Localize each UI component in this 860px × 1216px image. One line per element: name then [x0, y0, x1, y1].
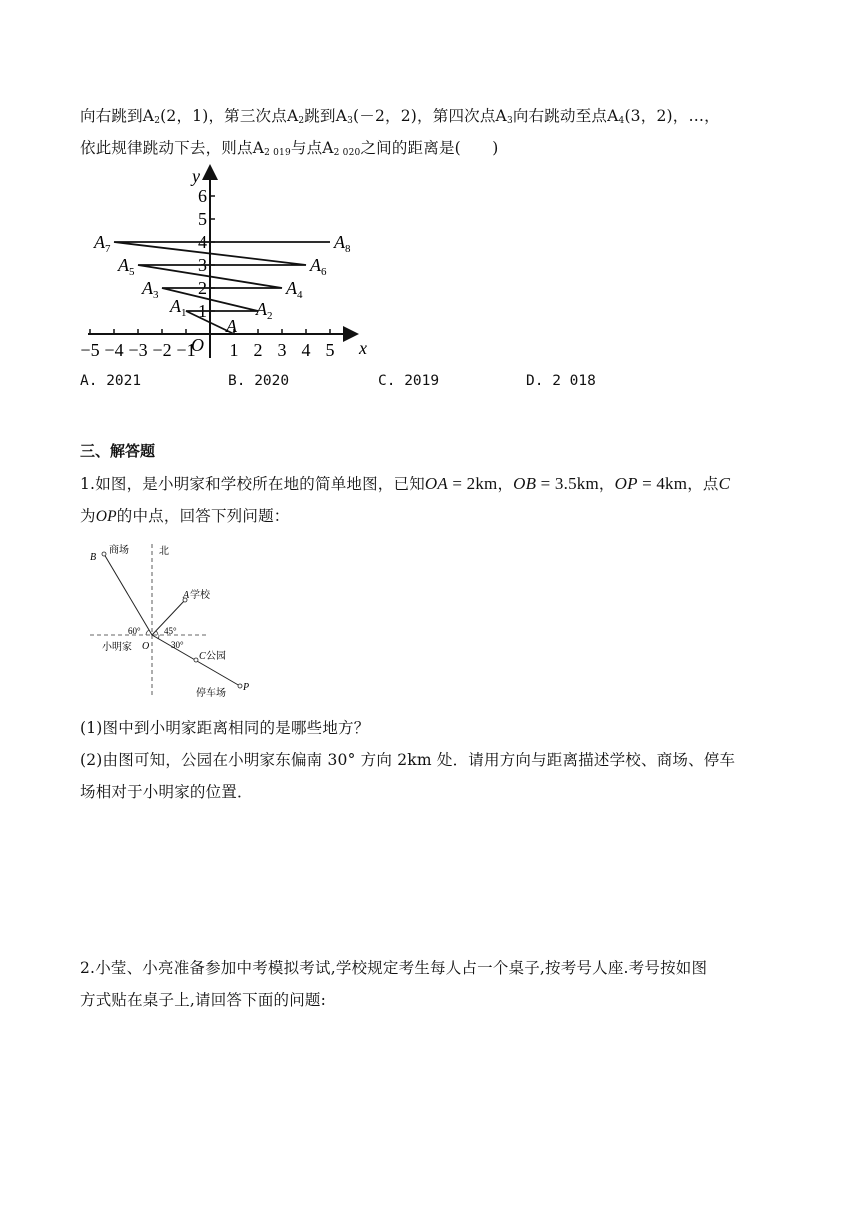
ray-ob	[104, 554, 152, 635]
x-tick-label: 4	[301, 340, 311, 360]
location-map	[84, 540, 264, 705]
point-label: $A_1$	[170, 296, 187, 319]
x-tick-label: −3	[128, 340, 148, 360]
label-parking: 停车场	[196, 688, 226, 699]
point-label: $A_3$	[142, 278, 159, 301]
label-home: 小明家	[102, 642, 132, 653]
q1-sub2-line2: 场相对于小明家的位置．	[80, 783, 253, 801]
label-angle-30: 30°	[171, 640, 184, 650]
label-angle-45: 45°	[164, 626, 177, 636]
x-tick-label: −2	[152, 340, 172, 360]
y-axis-label: y	[192, 166, 200, 186]
label-c: C	[199, 651, 206, 662]
x-tick-label: 3	[277, 340, 287, 360]
x-tick-label: 5	[325, 340, 335, 360]
q1-line1: 1.如图，是小明家和学校所在地的简单地图，已知OA = 2km，OB = 3.5km，OP = 4km，点C	[80, 474, 731, 493]
point-labels	[93, 232, 351, 336]
point-b	[102, 552, 106, 556]
section-title: 三、解答题	[80, 442, 156, 460]
origin-label: O	[191, 335, 204, 355]
y-tick-label: 4	[198, 232, 207, 252]
label-a: A	[183, 590, 190, 601]
x-tick-label: 1	[229, 340, 239, 360]
label-mall: 商场	[109, 545, 129, 556]
label-north: 北	[159, 546, 169, 557]
y-tick-label: 1	[198, 301, 207, 321]
point-label: $A_5$	[118, 255, 135, 278]
option-b[interactable]: B. 2020	[228, 373, 290, 389]
question-prev-line1: 向右跳到$A_2(2$，1)，第三次点$A_2$跳到$A_3(-2$，2)，第四次点$A_3$向右跳动至点$A_4(3$，2)，…，	[80, 107, 720, 126]
point-label: $A_2$	[256, 299, 273, 322]
x-tick-label: −1	[176, 340, 196, 360]
x-tick-label: −4	[104, 340, 124, 360]
option-a[interactable]: A. 2021	[80, 373, 142, 389]
label-school: 学校	[190, 590, 210, 601]
x-tick-label: −5	[80, 340, 100, 360]
label-b: B	[90, 552, 97, 563]
question-prev-line2: 依此规律跳动下去，则点$A_{2 019}$与点$A_{2 020}$之间的距离是( )	[80, 139, 499, 158]
y-tick-label: 6	[198, 186, 207, 206]
y-tick-label: 5	[198, 209, 207, 229]
point-label: $A_7$	[94, 232, 111, 255]
q1-sub1: (1)图中到小明家距离相同的是哪些地方？	[80, 719, 370, 737]
label-p: P	[243, 682, 250, 693]
option-c[interactable]: C. 2019	[378, 373, 440, 389]
q2-line1: 2.小莹、小亮准备参加中考模拟考试,学校规定考生每人占一个桌子,按考号人座.考号按如图	[80, 959, 708, 977]
point-label: A	[226, 316, 237, 336]
x-tick-label: 2	[253, 340, 263, 360]
label-park: 公园	[206, 651, 226, 662]
point-label: $A_8$	[334, 232, 351, 255]
q1-sub2-line1: (2)由图可知，公园在小明家东偏南 30° 方向 2km 处．请用方向与距离描述学校、商场、停车	[80, 751, 736, 769]
point-label: $A_4$	[286, 278, 303, 301]
q1-line2: 为OP的中点，回答下列问题：	[80, 507, 290, 525]
x-axis-label: x	[359, 338, 367, 358]
arc-60	[146, 630, 149, 635]
option-d[interactable]: D. 2 018	[526, 373, 596, 389]
point-c	[194, 658, 198, 662]
q2-line2: 方式贴在桌子上,请回答下面的问题:	[80, 991, 327, 1009]
label-o: O	[142, 641, 150, 652]
y-tick-label: 2	[198, 278, 207, 298]
point-p	[238, 684, 242, 688]
jump-coordinate-graph	[70, 164, 370, 364]
point-label: $A_6$	[310, 255, 327, 278]
y-tick-label: 3	[198, 255, 207, 275]
arc-45	[156, 631, 158, 635]
label-angle-60: 60°	[128, 626, 141, 636]
